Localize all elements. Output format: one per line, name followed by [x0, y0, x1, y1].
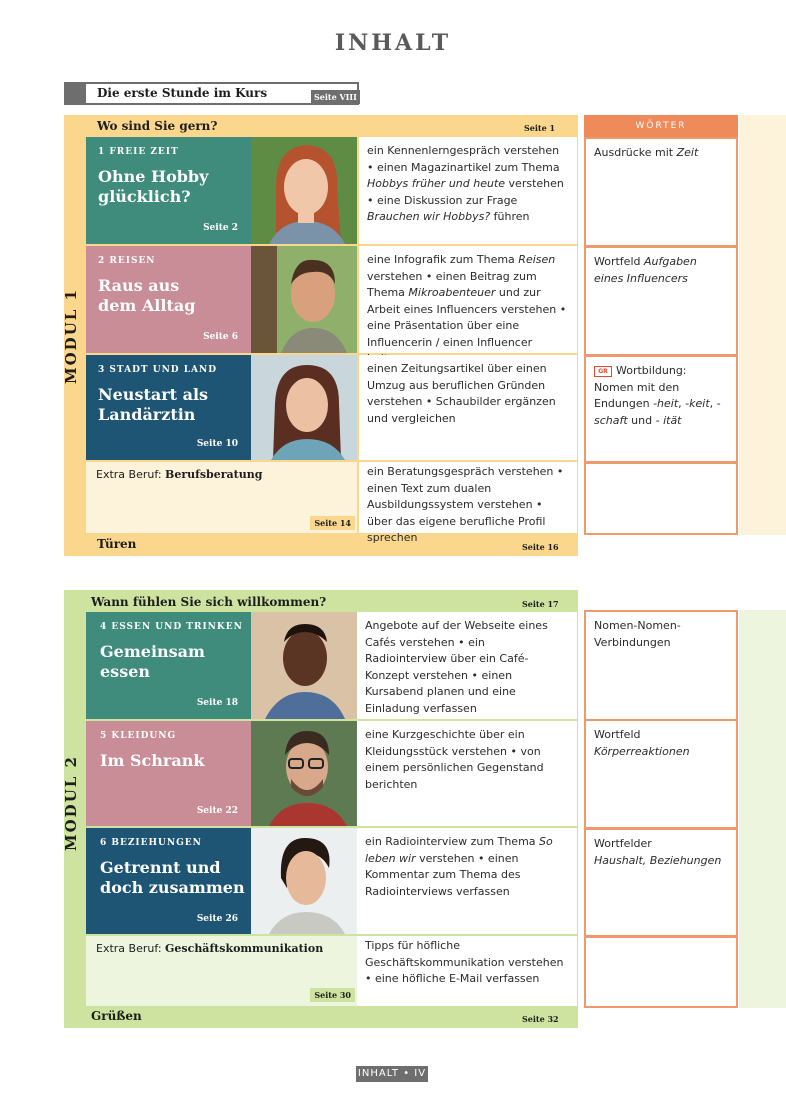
modul2-closing-title: Grüßen: [91, 1009, 142, 1023]
modul1-question: Wo sind Sie gern?: [97, 119, 218, 133]
chapter-1-words: Ausdrücke mit Zeit: [584, 137, 738, 247]
chapter-5-panel[interactable]: [86, 721, 251, 826]
chapter-2-words: Wortfeld Aufgaben eines Influencers: [584, 246, 738, 356]
chapter-1-title: Ohne Hobby glücklich?: [98, 167, 209, 206]
grammar-icon: GR: [594, 366, 612, 377]
modul2-side-band: [739, 610, 786, 1008]
page-title: INHALT: [334, 30, 452, 56]
chapter-6-number: 6 BEZIEHUNGEN: [100, 838, 202, 848]
chapter-2-panel[interactable]: [86, 246, 251, 353]
chapter-3-title: Neustart als Landärztin: [98, 385, 209, 424]
chapter-6-description: ein Radiointerview zum Thema So leben wir verstehen • einen Kommentar zum Thema des Radiointerviews verfassen: [357, 828, 577, 934]
modul1-label: MODUL 1: [62, 288, 80, 384]
extra-2-label: Extra Beruf: Geschäftskommunikation: [96, 942, 324, 955]
chapter-5-title: Im Schrank: [100, 751, 205, 770]
extra-2-page: Seite 30: [310, 988, 355, 1002]
chapter-2-page: Seite 6: [203, 332, 238, 342]
chapter-3-photo: [251, 355, 357, 460]
chapter-5-description: eine Kurzgeschichte über ein Kleidungsstück verstehen • von einem persönlichen Gegenstand berichten: [357, 721, 577, 826]
chapter-1-panel[interactable]: [86, 137, 251, 244]
modul2-question: Wann fühlen Sie sich willkommen?: [91, 595, 327, 609]
chapter-1-number: 1 FREIE ZEIT: [98, 147, 179, 157]
chapter-2-title: Raus aus dem Alltag: [98, 276, 196, 315]
chapter-4-description: Angebote auf der Webseite eines Cafés verstehen • ein Radiointerview über ein Café-Konzept verstehen • einen Kursabend planen und eine Einladung verfassen: [357, 612, 577, 719]
modul2-closing-page: Seite 32: [522, 1014, 559, 1024]
chapter-6-title: Getrennt und doch zusammen: [100, 858, 245, 897]
intro-marker: [64, 82, 86, 105]
extra-2-words: [584, 936, 738, 1008]
chapter-3-description: einen Zeitungsartikel über einen Umzug aus beruflichen Gründen verstehen • Schaubilder ergänzen und vergleichen: [359, 355, 577, 460]
chapter-6-page: Seite 26: [196, 914, 238, 924]
intro-title: Die erste Stunde im Kurs: [97, 86, 268, 100]
chapter-5-words: Wortfeld Körperreaktionen: [584, 719, 738, 829]
chapter-4-title: Gemeinsam essen: [100, 642, 205, 681]
chapter-4-page: Seite 18: [196, 698, 238, 708]
modul2-question-page: Seite 17: [522, 599, 559, 609]
chapter-5-photo: [251, 721, 357, 826]
chapter-4-photo: [251, 612, 357, 719]
chapter-1-description: ein Kennenlerngespräch verstehen • einen Magazinartikel zum Thema Hobbys früher und heute verstehen • eine Diskussion zur Frage Brauchen wir Hobbys? führen: [359, 137, 577, 244]
chapter-2-description: eine Infografik zum Thema Reisen verstehen • einen Beitrag zum Thema Mikroabenteuer und zur Arbeit eines Influencers verstehen • eine Präsentation über eine Influencerin / einen Influencer: [359, 246, 577, 353]
extra-1-page: Seite 14: [310, 516, 355, 530]
chapter-3-words: GR Wortbildung: Nomen mit den Endungen -heit, -keit, -schaft und - ität: [584, 355, 738, 463]
chapter-3-page: Seite 10: [196, 439, 238, 449]
chapter-1-photo: [251, 137, 357, 244]
chapter-6-photo: [251, 828, 357, 934]
chapter-4-panel[interactable]: [86, 612, 251, 719]
chapter-1-page: Seite 2: [203, 223, 238, 233]
extra-1-panel[interactable]: [86, 462, 357, 533]
chapter-3-number: 3 STADT UND LAND: [98, 365, 218, 375]
chapter-6-panel[interactable]: [86, 828, 251, 934]
chapter-5-page: Seite 22: [196, 806, 238, 816]
chapter-4-words: Nomen-Nomen-Verbindungen: [584, 610, 738, 721]
modul1-side-band: [739, 115, 786, 535]
words-header: WÖRTER: [584, 115, 738, 137]
footer-page-label: INHALT • IV: [356, 1066, 428, 1082]
chapter-2-photo: [251, 246, 357, 353]
chapter-3-panel[interactable]: [86, 355, 251, 460]
modul1-closing-page: Seite 16: [522, 542, 559, 552]
chapter-5-number: 5 KLEIDUNG: [100, 731, 177, 741]
modul2-label: MODUL 2: [62, 755, 80, 851]
extra-2-description: Tipps für höfliche Geschäftskommunikation verstehen • eine höfliche E-Mail verfassen: [357, 936, 577, 1006]
modul1-closing-title: Türen: [97, 537, 137, 551]
extra-1-description: ein Beratungsgespräch verstehen • einen Text zum dualen Ausbildungssystem verstehen • über das eigene berufliche Profil sprechen: [359, 462, 577, 533]
intro-page: Seite VIII: [311, 90, 360, 104]
extra-1-words: [584, 462, 738, 535]
chapter-6-words: Wortfelder Haushalt, Beziehungen: [584, 828, 738, 937]
chapter-2-number: 2 REISEN: [98, 256, 156, 266]
modul1-question-page: Seite 1: [524, 123, 556, 133]
chapter-4-number: 4 ESSEN UND TRINKEN: [100, 622, 243, 632]
extra-2-panel[interactable]: [86, 936, 357, 1006]
extra-1-label: Extra Beruf: Berufsberatung: [96, 468, 263, 481]
